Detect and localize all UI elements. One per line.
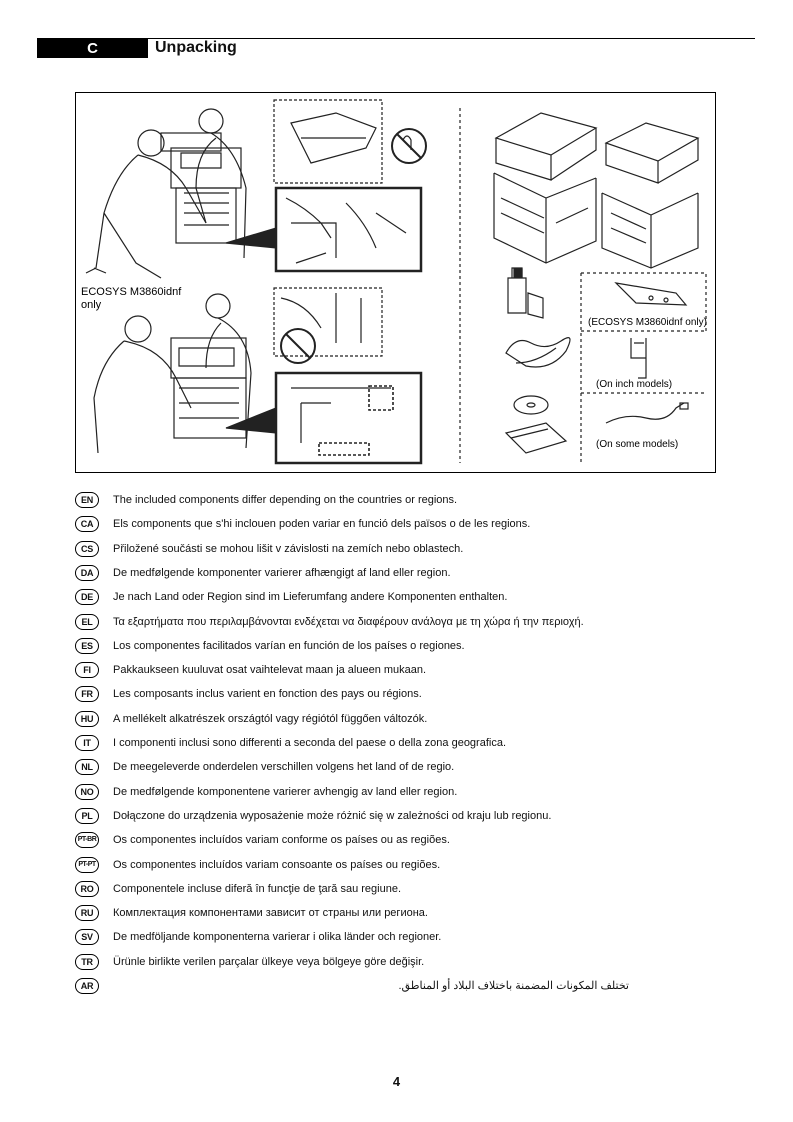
lifting-scene-bottom bbox=[94, 294, 251, 453]
list-item bbox=[75, 491, 715, 511]
language-badge: HU bbox=[75, 711, 99, 727]
language-text: Os componentes incluídos variam consoante os países ou regiões. bbox=[113, 858, 441, 871]
language-badge: RU bbox=[75, 905, 99, 921]
language-text: Ürünle birlikte verilen parçalar ülkeye veya bölgeye göre değişir. bbox=[113, 955, 425, 968]
lifting-scene-top bbox=[86, 109, 246, 278]
list-item bbox=[75, 928, 715, 948]
list-item bbox=[75, 661, 715, 681]
list-item bbox=[75, 613, 715, 633]
language-text: A mellékelt alkatrészek országtól vagy régiótól függően változók. bbox=[113, 712, 428, 725]
list-item bbox=[75, 856, 715, 876]
language-text: De medföljande komponenterna varierar i olika länder och regioner. bbox=[113, 931, 442, 944]
no-grab-panel bbox=[274, 288, 382, 363]
language-badge: NO bbox=[75, 784, 99, 800]
list-item bbox=[75, 953, 715, 973]
list-item bbox=[75, 685, 715, 705]
language-text: I componenti inclusi sono differenti a seconda del paese o della zona geografica. bbox=[113, 737, 507, 749]
language-text: Τα εξαρτήματα που περιλαμβάνονται ενδέχεται να διαφέρουν ανάλογα με τη χώρα ή την περιοχή. bbox=[113, 615, 584, 628]
option-frames bbox=[581, 273, 706, 463]
language-text: Els components que s'hi inclouen poden variar en funció dels països o de les regions. bbox=[113, 518, 531, 531]
list-item bbox=[75, 831, 715, 851]
language-text: Přiložené součásti se mohou lišit v závislosti na zemích nebo oblastech. bbox=[113, 542, 464, 555]
zoom-box-bottom bbox=[226, 373, 421, 463]
printer-with-tray bbox=[494, 113, 596, 263]
caption-ecosys-tray: (ECOSYS M3860idnf only) bbox=[588, 317, 707, 328]
option-parts bbox=[606, 283, 688, 423]
language-badge: PT-BR bbox=[75, 832, 99, 848]
language-text: Je nach Land oder Region sind im Lieferumfang andere Komponenten enthalten. bbox=[113, 591, 508, 604]
list-item bbox=[75, 783, 715, 803]
language-text: De meegeleverde onderdelen verschillen volgens het land of de regio. bbox=[113, 761, 455, 774]
language-text: The included components differ depending on the countries or regions. bbox=[113, 494, 458, 506]
language-badge: ES bbox=[75, 638, 99, 654]
language-text: De medfølgende komponenter varierer afhængigt af land eller region. bbox=[113, 566, 451, 579]
language-badge: FR bbox=[75, 686, 99, 702]
model-note: ECOSYS M3860idnf only bbox=[81, 286, 182, 311]
list-item bbox=[75, 564, 715, 584]
language-badge: CA bbox=[75, 516, 99, 532]
zoom-box-top bbox=[226, 188, 421, 271]
list-item bbox=[75, 588, 715, 608]
list-item bbox=[75, 515, 715, 535]
language-badge: CS bbox=[75, 541, 99, 557]
printer-standard bbox=[602, 123, 698, 268]
caption-inch-models: (On inch models) bbox=[596, 379, 673, 390]
list-item bbox=[75, 637, 715, 657]
language-text: Componentele incluse diferă în funcţie de ţară sau regiune. bbox=[113, 882, 402, 895]
page-number: 4 bbox=[392, 1074, 401, 1089]
language-badge: EN bbox=[75, 492, 99, 508]
language-badge: RO bbox=[75, 881, 99, 897]
language-badge: IT bbox=[75, 735, 99, 751]
list-item bbox=[75, 977, 715, 997]
list-item bbox=[75, 710, 715, 730]
language-text: Pakkaukseen kuuluvat osat vaihtelevat maan ja alueen mukaan. bbox=[113, 664, 427, 677]
language-badge: DE bbox=[75, 589, 99, 605]
language-text: Los componentes facilitados varían en función de los países o regiones. bbox=[113, 639, 465, 652]
language-text: Les composants inclus varient en fonction des pays ou régions. bbox=[113, 688, 422, 701]
section-title: Unpacking bbox=[155, 39, 237, 56]
language-badge: PL bbox=[75, 808, 99, 824]
list-item bbox=[75, 540, 715, 560]
language-badge: NL bbox=[75, 759, 99, 775]
language-badge: SV bbox=[75, 929, 99, 945]
language-text: Os componentes incluídos variam conforme os países ou as regiões. bbox=[113, 834, 450, 847]
language-badge: DA bbox=[75, 565, 99, 581]
list-item bbox=[75, 880, 715, 900]
language-badge: TR bbox=[75, 954, 99, 970]
language-text: De medfølgende komponentene varierer avhengig av land eller region. bbox=[113, 785, 458, 798]
language-badge: EL bbox=[75, 614, 99, 630]
language-badge: AR bbox=[75, 978, 99, 994]
list-item bbox=[75, 807, 715, 827]
language-text: تختلف المكونات المضمنة باختلاف البلاد أو المناطق. bbox=[398, 980, 629, 992]
illustration-art bbox=[76, 93, 716, 473]
language-badge: FI bbox=[75, 662, 99, 678]
list-item bbox=[75, 734, 715, 754]
list-item bbox=[75, 758, 715, 778]
accessory-items bbox=[506, 268, 570, 453]
language-text: Комплектация компонентами зависит от страны или региона. bbox=[113, 907, 428, 920]
no-touch-panel bbox=[274, 100, 426, 183]
unpacking-illustration bbox=[75, 92, 716, 473]
language-text: Dołączone do urządzenia wyposażenie może różnić się w zależności od kraju lub regionu. bbox=[113, 809, 552, 822]
language-badge: PT-PT bbox=[75, 857, 99, 873]
caption-some-models: (On some models) bbox=[596, 439, 679, 450]
section-letter: C bbox=[37, 39, 148, 58]
list-item bbox=[75, 904, 715, 924]
